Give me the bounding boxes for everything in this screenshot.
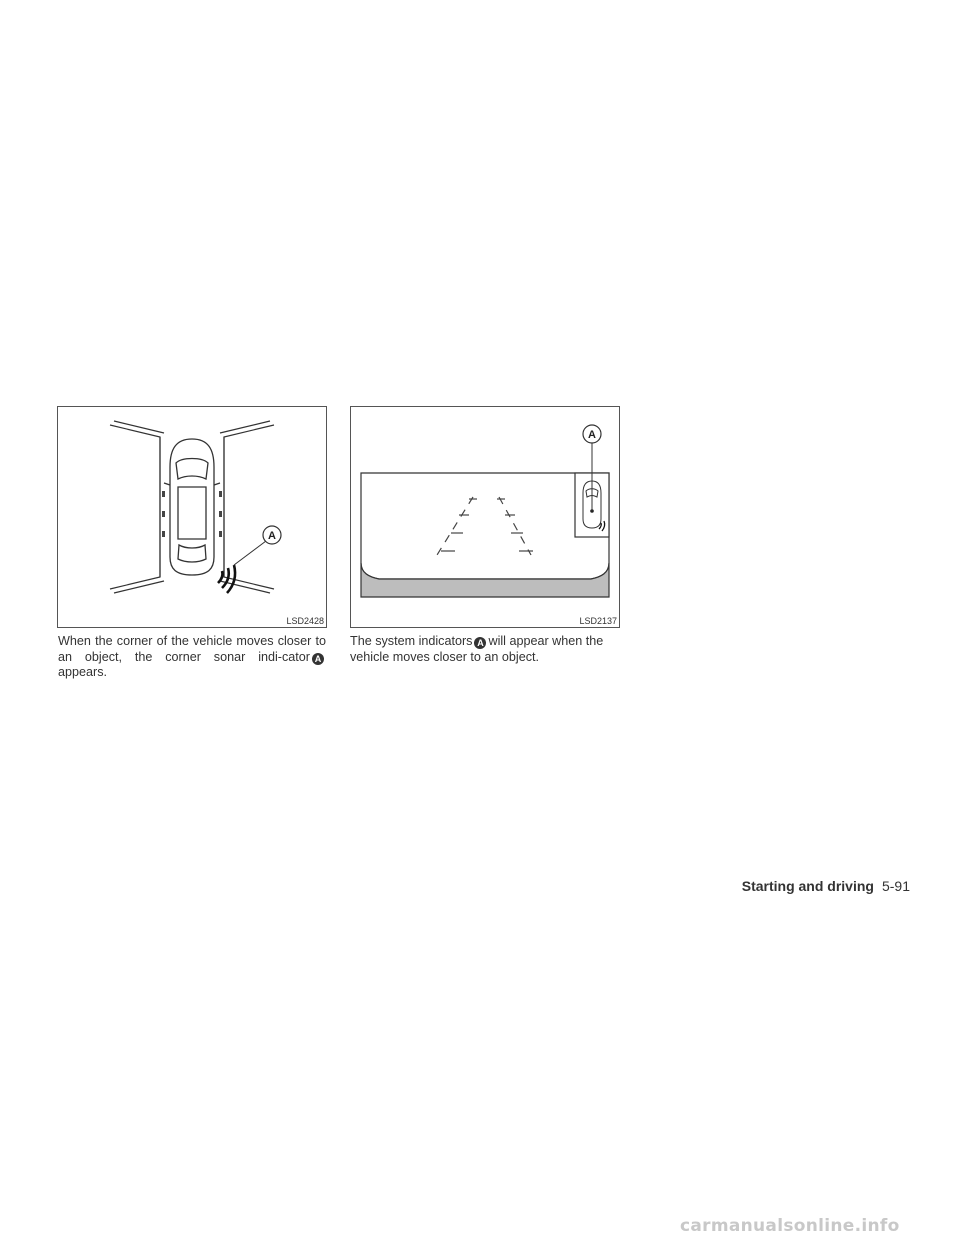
camera-view-illustration (351, 407, 619, 627)
left-parking-line-inner (114, 421, 164, 433)
figure-system-indicators (350, 406, 620, 628)
right-parking-line (224, 425, 274, 589)
caption-text-before: The system indicators (350, 634, 473, 648)
callout-a-label: A (588, 429, 596, 441)
caption-system-indicators (350, 634, 618, 665)
callout-a-ref-icon: A (312, 653, 324, 665)
callout-a-ref-icon: A (474, 637, 486, 649)
figure-code: LSD2137 (579, 616, 617, 626)
vehicle-icon (164, 439, 220, 575)
left-parking-line (110, 425, 160, 589)
callout-a-label: A (268, 530, 276, 542)
section-title: Starting and driving (741, 878, 874, 894)
figure-code: LSD2428 (286, 616, 324, 626)
page-number: 5-91 (881, 878, 910, 894)
caption-text-after: will appear when the vehicle moves closer to an object. (350, 634, 604, 664)
display-frame (361, 473, 609, 579)
page-footer (742, 878, 910, 894)
caption-text-after: appears. (58, 665, 108, 679)
watermark: carmanualsonline.info (680, 1216, 900, 1236)
figure-corner-sonar (57, 406, 327, 628)
caption-text-before: When the corner of the vehicle moves closer to an object, the corner sonar indi-cator (58, 634, 326, 664)
top-view-vehicle-illustration (58, 407, 326, 627)
caption-corner-sonar (58, 634, 326, 681)
